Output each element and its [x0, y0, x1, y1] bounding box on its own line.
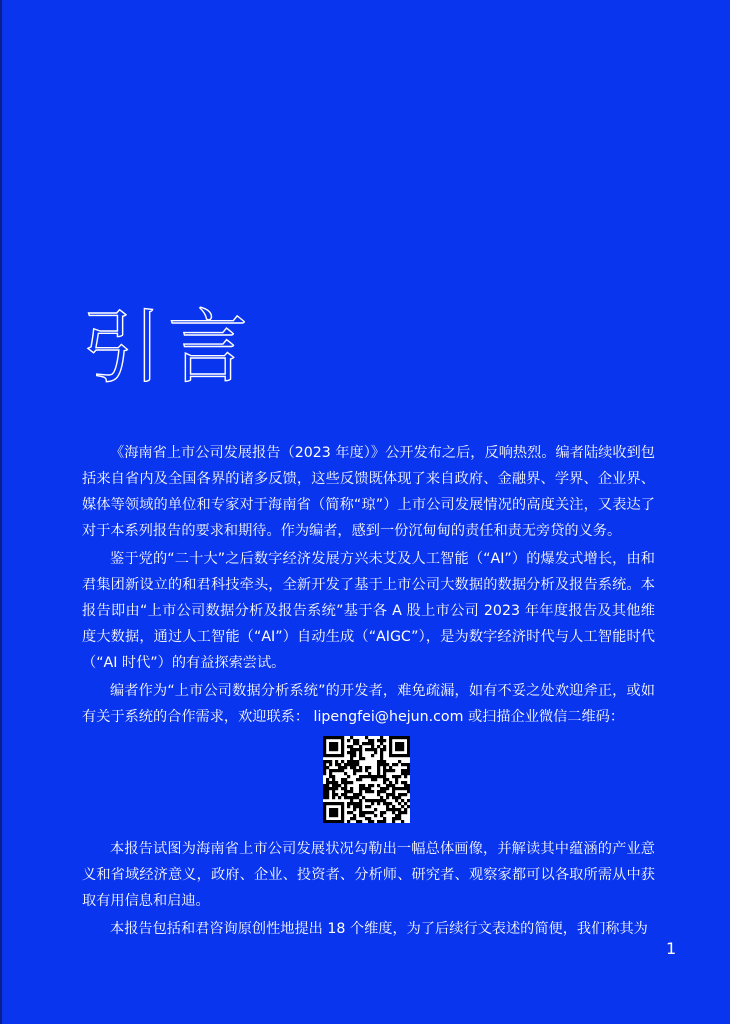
- paragraph-dimensions: [82, 916, 655, 950]
- page-number: 1: [666, 939, 677, 958]
- paragraph-text: 编者作为“上市公司数据分析系统”的开发者，难免疏漏，如有不妥之处欢迎斧正，或如有关于系统的合作需求，欢迎联系： lipengfei@hejun.com 或扫描企业微信二维码：: [82, 683, 655, 725]
- paragraph-text: 鉴于党的“二十大”之后数字经济发展方兴未艾及人工智能（“AI”）的爆发式增长，由和君集团新设立的和君科技牵头，全新开发了基于上市公司大数据的数据分析及报告系统。本报告即由“上市公司数据分析及报告系统”基于各 A 股上市公司 2023 年年度报告及其他维度大数据，通过人工智能（“AI”）自动生成（“AIGC”），是为数字经济时代与人工智能时代（“AI 时代”）的有益探索尝试。: [82, 551, 655, 671]
- paragraph-text: 《海南省上市公司发展报告（2023 年度）》公开发布之后，反响热烈。编者陆续收到包括来自省内及全国各界的诸多反馈，这些反馈既体现了来自政府、金融界、学界、企业界、媒体等领域的单位和专家对于海南省（简称“琼”）上市公司发展情况的高度关注，又表达了对于本系列报告的要求和期待。作为编者，感到一份沉甸甸的责任和责无旁贷的义务。: [82, 445, 655, 539]
- paragraph-text: 本报告包括和君咨询原创性地提出 18 个维度，为了后续行文表述的简便，我们称其为: [110, 921, 648, 937]
- page-title: 引言: [82, 301, 254, 394]
- paragraph-intro: [82, 440, 655, 552]
- paragraph-text: 本报告试图为海南省上市公司发展状况勾勒出一幅总体画像，并解读其中蕴涵的产业意义和省域经济意义，政府、企业、投资者、分析师、研究者、观察家都可以各取所需从中获取有用信息和启迪。: [82, 841, 655, 909]
- paragraph-contact: [82, 678, 655, 738]
- paragraph-ai-background: [82, 546, 655, 684]
- paragraph-purpose: [82, 836, 655, 922]
- qr-code-icon: [323, 736, 410, 823]
